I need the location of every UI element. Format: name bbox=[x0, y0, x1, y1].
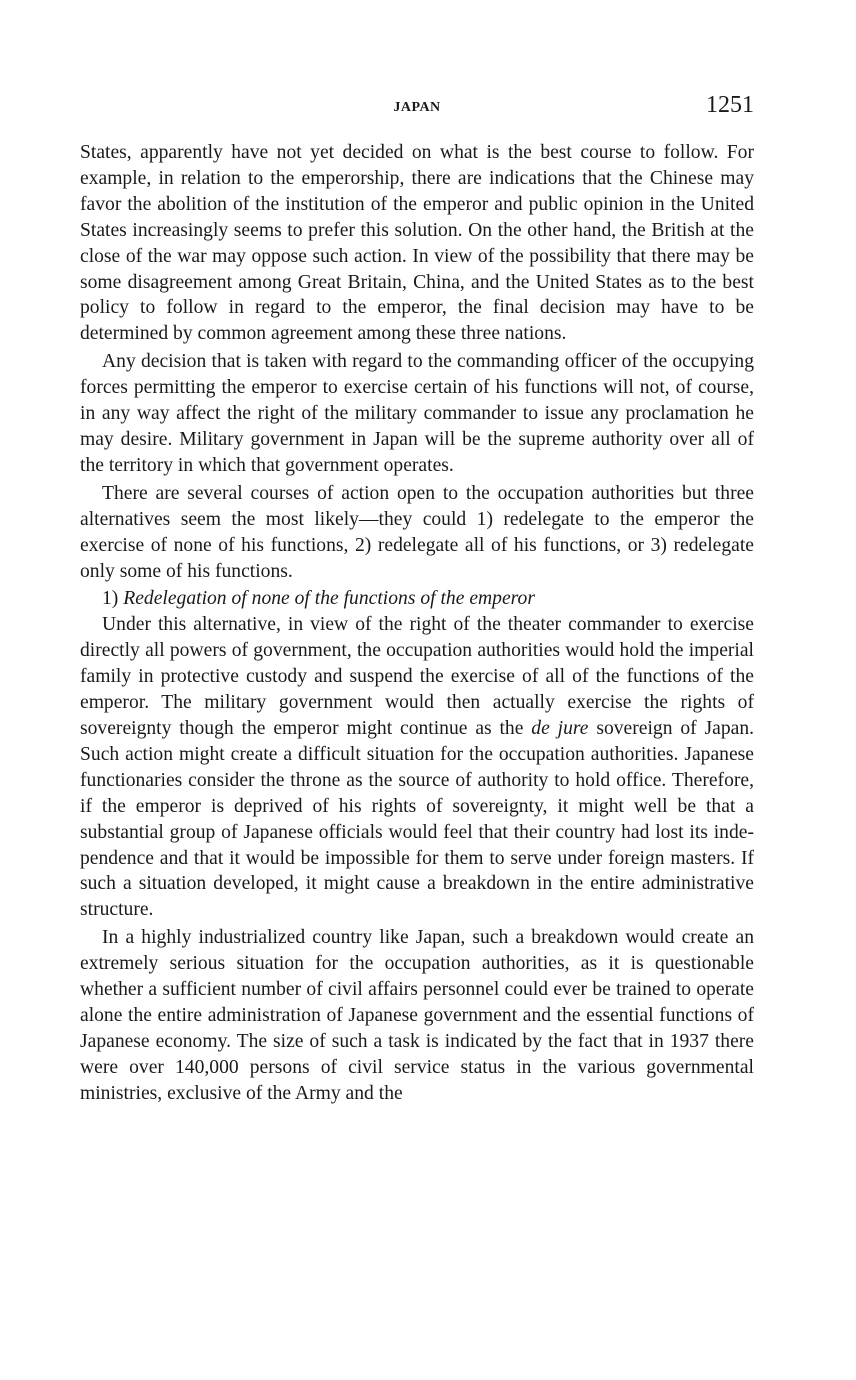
running-header bbox=[80, 92, 754, 126]
paragraph-alternative-one bbox=[80, 612, 754, 923]
paragraph-alternative-one-part1: Under this alternative, in view of the right of the theater commander to exercise directly all powers of government, the occupation authorities would hold the imperial family in protective custody and suspend the exercise of all of the functions of the emperor. The military government would then actually exercise the rights of sovereignty though the emperor might continue as the bbox=[80, 614, 754, 740]
paragraph-military-commander: Any decision that is taken with regard to the commanding officer of the occupying forces permitting the emperor to exercise certain of his functions will not, of course, in any way affect the right of the military commander to issue any proclamation he may desire. Military government in Japan will be the supreme authority over all of the territory in which that government operates. bbox=[80, 351, 754, 476]
section-heading bbox=[80, 586, 754, 612]
de-jure-italic: de jure bbox=[531, 718, 589, 740]
document-page bbox=[80, 92, 754, 1109]
paragraph-industrialized-breakdown: In a highly industrialized country like Japan, such a breakdown would create an extremely serious situation for the occupation authorities, as it is questionable whether a sufficient number of civil affairs personnel could ever be trained to operate alone the entire administration of Japanese government and the essential functions of Japanese economy. The size of such a task is indicated by the fact that in 1937 there were over 140,000 persons of civil service status in the various governmental ministries, exclusive of the Army and the bbox=[80, 927, 754, 1104]
paragraph-continuation: States, apparently have not yet decided on what is the best course to follow. For example, in relation to the emperorship, there are indications that the Chinese may favor the abolition of the institution of the emperor and public opinion in the United States increasingly seems to prefer this solution. On the other hand, the British at the close of the war may oppose such action. In view of the possibility that there may be some disagreement among Great Britain, China, and the United States as to the best policy to follow in regard to the emperor, the final decision may have to be determined by common agreement among these three nations. bbox=[80, 142, 754, 345]
paragraph-courses-of-action: There are several courses of action open to the occupation authorities but three alternatives seem the most likely—they could 1) redelegate to the emperor the exercise of none of his functions, 2) redelegate all of his functions, or 3) redelegate only some of his functions. bbox=[80, 482, 754, 582]
section-heading-number: 1) bbox=[102, 588, 119, 610]
section-heading-title: Redelegation of none of the functions of the emperor bbox=[123, 588, 535, 610]
page-number: 1251 bbox=[706, 92, 754, 118]
paragraph-alternative-one-part2: sovereign of Japan. Such action might create a difficult situation for the occupation authorities. Japanese functionaries consider the throne as the source of authority to hold office. Therefore, if the emperor is deprived of his rights of sovereignty, it might well be that a substantial group of Japanese officials would feel that their country had lost its independence and that it would be impossible for them to serve under foreign masters. If such a situation developed, it might cause a breakdown in the entire administrative structure. bbox=[80, 718, 755, 921]
running-title: JAPAN bbox=[393, 100, 441, 115]
body-text bbox=[80, 140, 754, 1107]
